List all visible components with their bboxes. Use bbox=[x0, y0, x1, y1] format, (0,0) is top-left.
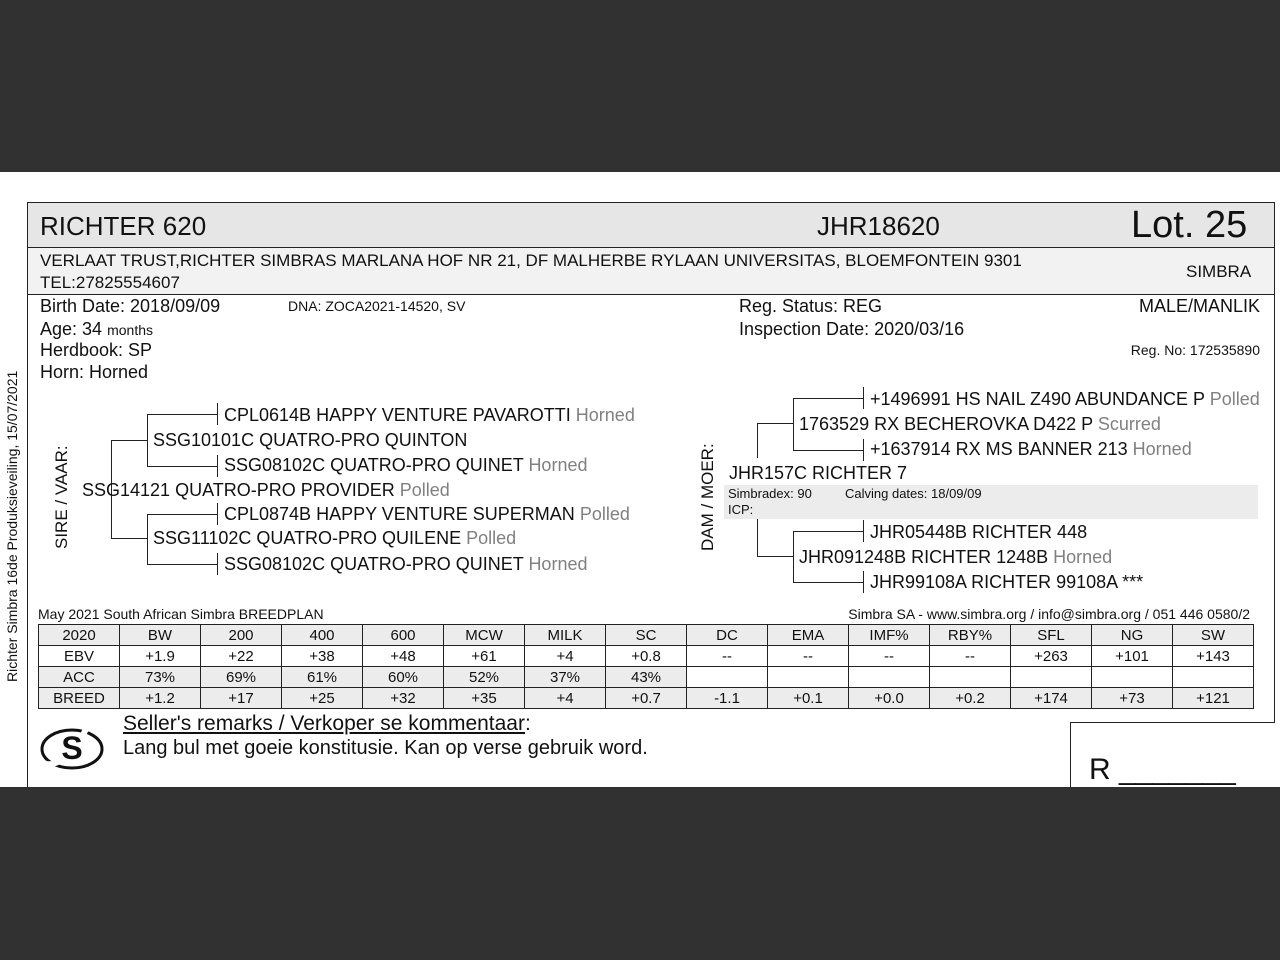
breed-cell: +73 bbox=[1092, 688, 1173, 709]
acc-cell: 60% bbox=[363, 667, 444, 688]
acc-cell bbox=[1092, 667, 1173, 688]
ebv-header-cell: NG bbox=[1092, 625, 1173, 646]
acc-cell: 37% bbox=[525, 667, 606, 688]
animal-name: RICHTER 620 bbox=[40, 211, 207, 241]
age: Age: 34 months bbox=[40, 319, 153, 339]
dam-dam-sire: JHR05448B RICHTER 448 bbox=[870, 522, 1088, 542]
ebv-header-cell: RBY% bbox=[930, 625, 1011, 646]
owner-address: VERLAAT TRUST,RICHTER SIMBRAS MARLANA HOF NR 21, DF MALHERBE RYLAAN UNIVERSITAS, BLOEMFONTEIN 9301 bbox=[40, 251, 1022, 270]
ebv-header-cell: DC bbox=[687, 625, 768, 646]
herdbook: Herdbook: SP bbox=[40, 340, 153, 360]
ebv-cell: +61 bbox=[444, 646, 525, 667]
dam-sire: 1763529 RX BECHEROVKA D422 P Scurred bbox=[799, 414, 1161, 434]
simbra-s-logo-icon bbox=[40, 723, 104, 773]
breed-cell: +0.2 bbox=[930, 688, 1011, 709]
breed-cell: +17 bbox=[201, 688, 282, 709]
dna-info: DNA: ZOCA2021-14520, SV bbox=[288, 298, 466, 314]
ebv-header-cell: IMF% bbox=[849, 625, 930, 646]
ebv-row bbox=[39, 646, 1254, 667]
breed-row bbox=[39, 688, 1254, 709]
ebv-table bbox=[38, 624, 1254, 709]
breed-cell: +25 bbox=[282, 688, 363, 709]
breed-cell: +4 bbox=[525, 688, 606, 709]
dam-tree-line bbox=[793, 398, 863, 399]
simbradex: Simbradex: 90 bbox=[728, 486, 812, 501]
breedplan-title: May 2021 South African Simbra BREEDPLAN bbox=[38, 606, 324, 622]
sire-tree-line bbox=[111, 440, 147, 441]
sire-tree-line bbox=[147, 514, 217, 515]
dam-sire-sire: +1496991 HS NAIL Z490 ABUNDANCE P Polled bbox=[870, 389, 1260, 409]
breed-cell: BREED bbox=[39, 688, 120, 709]
reg-number: Reg. No: 172535890 bbox=[1130, 342, 1260, 358]
breed-cell: -1.1 bbox=[687, 688, 768, 709]
ebv-header-cell: SFL bbox=[1011, 625, 1092, 646]
ebv-header-cell: MCW bbox=[444, 625, 525, 646]
ebv-cell: +48 bbox=[363, 646, 444, 667]
ebv-header-cell: 2020 bbox=[39, 625, 120, 646]
ebv-cell: +101 bbox=[1092, 646, 1173, 667]
breed-cell: +0.7 bbox=[606, 688, 687, 709]
lot-card bbox=[27, 202, 1275, 787]
ebv-cell: +38 bbox=[282, 646, 363, 667]
sire-tree-line bbox=[217, 403, 218, 425]
lot-number: Lot. 25 bbox=[1131, 204, 1248, 246]
sire-sire-sire: CPL0614B HAPPY VENTURE PAVAROTTI Horned bbox=[224, 405, 635, 425]
sire-tree-line bbox=[147, 466, 217, 467]
sire-dam-sire: CPL0874B HAPPY VENTURE SUPERMAN Polled bbox=[224, 504, 630, 524]
dam-tree-line bbox=[863, 571, 864, 593]
ebv-cell: +22 bbox=[201, 646, 282, 667]
sire-tree-line bbox=[147, 414, 217, 415]
address-bar bbox=[28, 248, 1274, 295]
dam-tree-line bbox=[757, 423, 793, 424]
inspection-date: Inspection Date: 2020/03/16 bbox=[739, 319, 965, 339]
sire-name: SSG14121 QUATRO-PRO PROVIDER Polled bbox=[82, 480, 450, 500]
sire-tree-line bbox=[147, 414, 148, 466]
acc-row bbox=[39, 667, 1254, 688]
svg-text:S: S bbox=[61, 730, 83, 766]
animal-id: JHR18620 bbox=[817, 211, 940, 241]
remarks-text: Lang bul met goeie konstitusie. Kan op verse gebruik word. bbox=[123, 737, 648, 759]
breed-cell: +1.2 bbox=[120, 688, 201, 709]
sire-label: SIRE / VAAR: bbox=[52, 445, 71, 549]
acc-cell bbox=[687, 667, 768, 688]
ebv-cell: EBV bbox=[39, 646, 120, 667]
dam-tree-line bbox=[757, 423, 758, 458]
reg-status: Reg. Status: REG bbox=[739, 296, 883, 316]
acc-cell: 69% bbox=[201, 667, 282, 688]
header-bar bbox=[28, 203, 1274, 248]
breed-cell: +0.1 bbox=[768, 688, 849, 709]
ebv-header-cell: MILK bbox=[525, 625, 606, 646]
breed-label: SIMBRA bbox=[1186, 262, 1252, 281]
remarks-title: Seller's remarks / Verkoper se kommentaar: bbox=[123, 712, 531, 735]
owner-telephone: TEL:27825554607 bbox=[40, 273, 180, 292]
ebv-cell: +143 bbox=[1173, 646, 1254, 667]
sire-tree-line bbox=[111, 538, 147, 539]
dam-tree-line bbox=[863, 439, 864, 461]
price-label: R _______ bbox=[1089, 753, 1236, 786]
dam-label: DAM / MOER: bbox=[698, 443, 717, 551]
ebv-header-cell: BW bbox=[120, 625, 201, 646]
acc-cell: 43% bbox=[606, 667, 687, 688]
acc-cell bbox=[1173, 667, 1254, 688]
price-box bbox=[1070, 722, 1275, 787]
ebv-header-row bbox=[39, 625, 1254, 646]
ebv-cell: +4 bbox=[525, 646, 606, 667]
dam-tree-line bbox=[863, 520, 864, 542]
acc-cell bbox=[849, 667, 930, 688]
acc-cell bbox=[930, 667, 1011, 688]
dam-tree-line bbox=[757, 556, 793, 557]
lot-card-sheet bbox=[0, 172, 1280, 787]
sire-tree-line bbox=[217, 503, 218, 525]
dam-tree-line bbox=[793, 450, 863, 451]
sire-tree-line bbox=[147, 514, 148, 564]
acc-cell bbox=[768, 667, 849, 688]
dam-name: JHR157C RICHTER 7 bbox=[729, 463, 908, 483]
ebv-cell: +1.9 bbox=[120, 646, 201, 667]
sire-tree-line bbox=[217, 553, 218, 575]
acc-cell: ACC bbox=[39, 667, 120, 688]
dam-dam-dam: JHR99108A RICHTER 99108A *** bbox=[870, 572, 1144, 592]
ebv-header-cell: EMA bbox=[768, 625, 849, 646]
sex: MALE/MANLIK bbox=[1138, 296, 1260, 316]
ebv-header-cell: 400 bbox=[282, 625, 363, 646]
sire-tree-line bbox=[217, 455, 218, 477]
dam-tree-line bbox=[793, 582, 863, 583]
ebv-header-cell: 600 bbox=[363, 625, 444, 646]
icp: ICP: bbox=[728, 502, 754, 517]
breed-cell: +174 bbox=[1011, 688, 1092, 709]
ebv-cell: +0.8 bbox=[606, 646, 687, 667]
acc-cell: 52% bbox=[444, 667, 525, 688]
ebv-header-cell: SW bbox=[1173, 625, 1254, 646]
breed-cell: +35 bbox=[444, 688, 525, 709]
auction-side-text: Richter Simbra 16de Produksieveiling, 15/07/2021 bbox=[4, 370, 20, 682]
dam-tree-line bbox=[757, 519, 758, 556]
acc-cell bbox=[1011, 667, 1092, 688]
sire-dam-dam: SSG08102C QUATRO-PRO QUINET Horned bbox=[224, 554, 588, 574]
birth-date: Birth Date: 2018/09/09 bbox=[40, 296, 221, 316]
ebv-header-cell: 200 bbox=[201, 625, 282, 646]
acc-cell: 61% bbox=[282, 667, 363, 688]
ebv-cell: -- bbox=[930, 646, 1011, 667]
ebv-header-cell: SC bbox=[606, 625, 687, 646]
sire-sire: SSG10101C QUATRO-PRO QUINTON bbox=[153, 430, 468, 450]
calving-dates: Calving dates: 18/09/09 bbox=[845, 486, 982, 501]
sire-tree-line bbox=[147, 564, 217, 565]
horn-status: Horn: Horned bbox=[40, 362, 149, 382]
dam-info-box bbox=[724, 485, 1258, 519]
dam-tree-line bbox=[863, 387, 864, 409]
ebv-cell: -- bbox=[687, 646, 768, 667]
dam-tree-line bbox=[793, 398, 794, 450]
ebv-cell: -- bbox=[768, 646, 849, 667]
dam-dam: JHR091248B RICHTER 1248B Horned bbox=[799, 547, 1113, 567]
sire-dam: SSG11102C QUATRO-PRO QUILENE Polled bbox=[153, 528, 517, 548]
dam-sire-dam: +1637914 RX MS BANNER 213 Horned bbox=[870, 439, 1192, 459]
breed-cell: +32 bbox=[363, 688, 444, 709]
breed-cell: +0.0 bbox=[849, 688, 930, 709]
dam-tree-line bbox=[793, 531, 863, 532]
ebv-cell: +263 bbox=[1011, 646, 1092, 667]
sire-sire-dam: SSG08102C QUATRO-PRO QUINET Horned bbox=[224, 455, 588, 475]
ebv-cell: -- bbox=[849, 646, 930, 667]
dam-tree-line bbox=[793, 531, 794, 582]
breed-cell: +121 bbox=[1173, 688, 1254, 709]
breedplan-contact: Simbra SA - www.simbra.org / info@simbra.org / 051 446 0580/2 bbox=[848, 606, 1250, 622]
acc-cell: 73% bbox=[120, 667, 201, 688]
